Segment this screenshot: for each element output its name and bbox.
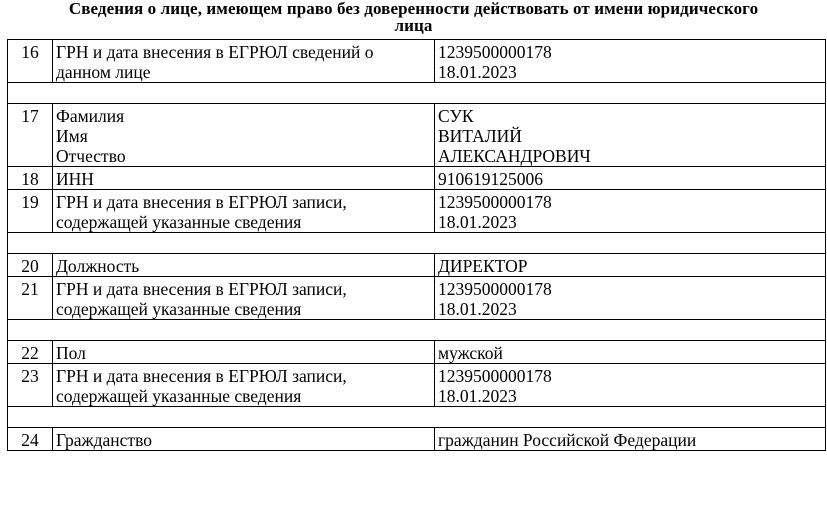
row-number: 19 [8, 190, 53, 233]
row-number: 23 [8, 364, 53, 407]
row-label: Гражданство [53, 428, 435, 451]
row-value: ДИРЕКТОР [435, 254, 826, 277]
row-number: 18 [8, 167, 53, 190]
egrul-table [7, 39, 826, 451]
row-number: 21 [8, 277, 53, 320]
table-row [8, 167, 826, 190]
row-label: ГРН и дата внесения в ЕГРЮЛ записи, содержащей указанные сведения [53, 364, 435, 407]
separator-cell [8, 233, 826, 254]
row-number: 24 [8, 428, 53, 451]
row-value: гражданин Российской Федерации [435, 428, 826, 451]
row-label: Должность [53, 254, 435, 277]
row-value: 910619125006 [435, 167, 826, 190]
row-label: ИНН [53, 167, 435, 190]
section-separator [8, 233, 826, 254]
table-row [8, 104, 826, 167]
section-separator [8, 320, 826, 341]
row-number: 20 [8, 254, 53, 277]
row-label: Пол [53, 341, 435, 364]
table-row [8, 341, 826, 364]
row-label: ГРН и дата внесения в ЕГРЮЛ сведений о данном лице [53, 40, 435, 83]
table-row [8, 277, 826, 320]
row-value: 1239500000178 18.01.2023 [435, 190, 826, 233]
row-number: 22 [8, 341, 53, 364]
separator-cell [8, 83, 826, 104]
row-label: ГРН и дата внесения в ЕГРЮЛ записи, содержащей указанные сведения [53, 190, 435, 233]
section-title: Сведения о лице, имеющем право без доверенности действовать от имени юридического лица [68, 0, 759, 35]
section-separator [8, 83, 826, 104]
table-row [8, 190, 826, 233]
section-separator [8, 407, 826, 428]
row-label: ГРН и дата внесения в ЕГРЮЛ записи, содержащей указанные сведения [53, 277, 435, 320]
table-row [8, 40, 826, 83]
table-row [8, 428, 826, 451]
row-value: 1239500000178 18.01.2023 [435, 40, 826, 83]
separator-cell [8, 320, 826, 341]
row-value: СУК ВИТАЛИЙ АЛЕКСАНДРОВИЧ [435, 104, 826, 167]
row-label: Фамилия Имя Отчество [53, 104, 435, 167]
separator-cell [8, 407, 826, 428]
row-value: 1239500000178 18.01.2023 [435, 364, 826, 407]
table-row [8, 364, 826, 407]
row-value: 1239500000178 18.01.2023 [435, 277, 826, 320]
table-row [8, 254, 826, 277]
row-number: 16 [8, 40, 53, 83]
row-value: мужской [435, 341, 826, 364]
row-number: 17 [8, 104, 53, 167]
